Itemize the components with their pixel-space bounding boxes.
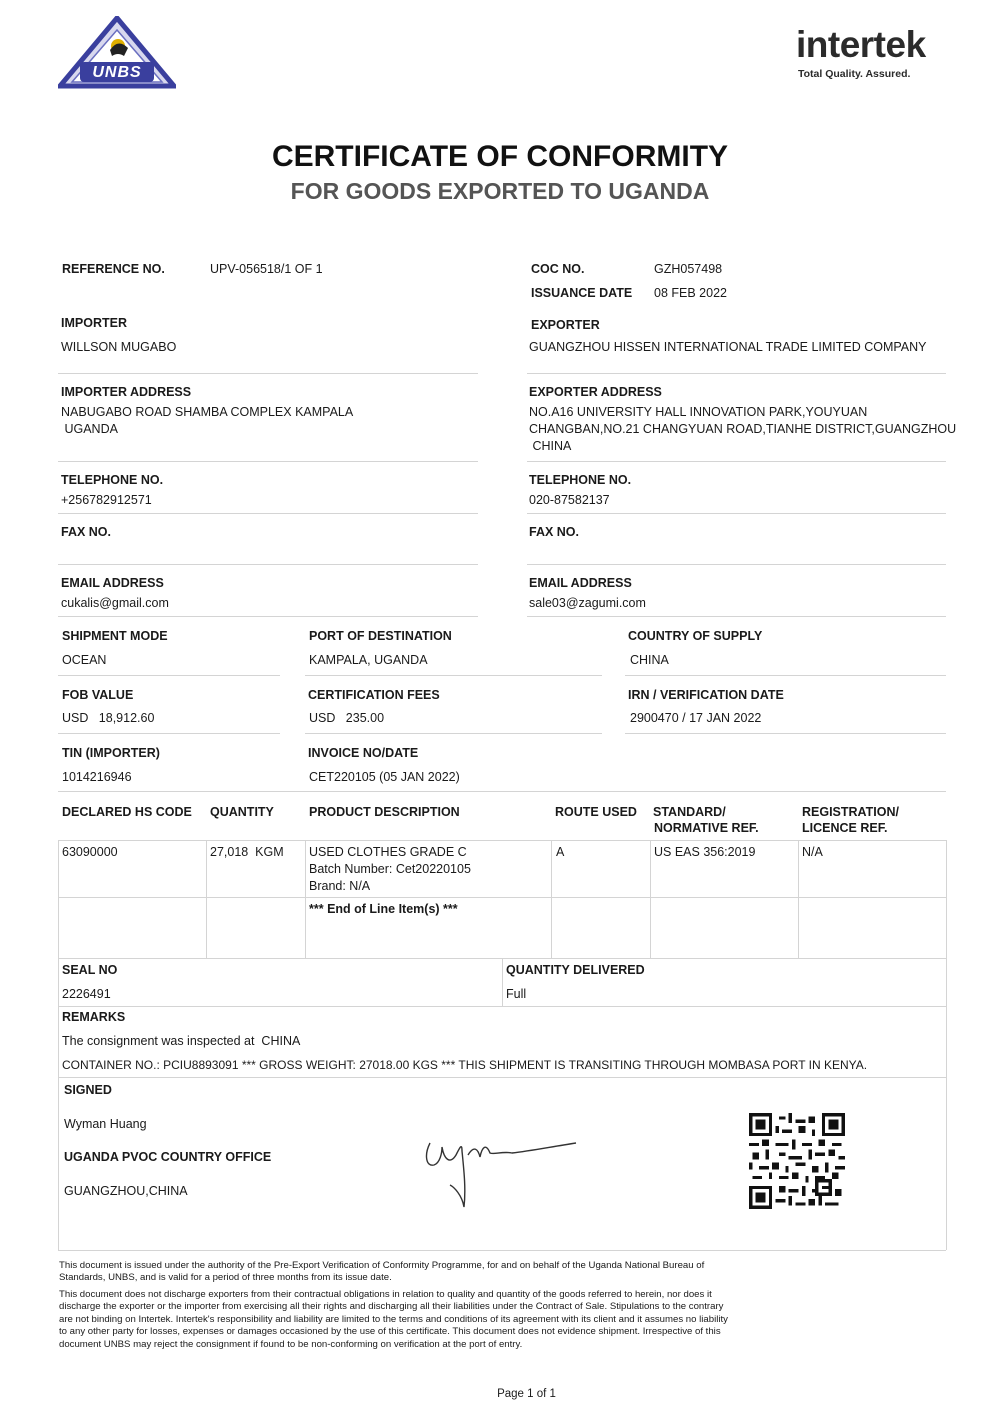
issuance-label: ISSUANCE DATE xyxy=(531,286,633,300)
description-line1: USED CLOTHES GRADE C xyxy=(309,845,467,859)
remarks-line2: CONTAINER NO.: PCIU8893091 *** GROSS WEIGHT: 27018.00 KGS *** THIS SHIPMENT IS TRANSITING THROUGH MOMBASA PORT IN KENYA. xyxy=(62,1058,868,1072)
exporter-address-line2: CHANGBAN,NO.21 CHANGYUAN ROAD,TIANHE DISTRICT,GUANGZHOU xyxy=(529,422,957,436)
country-label: COUNTRY OF SUPPLY xyxy=(628,629,763,643)
exporter-tel-value: 020-87582137 xyxy=(529,493,610,507)
importer-address-line1: NABUGABO ROAD SHAMBA COMPLEX KAMPALA xyxy=(61,405,354,419)
signatory-name: Wyman Huang xyxy=(64,1117,147,1131)
divider xyxy=(58,616,478,617)
seal-label: SEAL NO xyxy=(62,963,118,977)
importer-email-value: cukalis@gmail.com xyxy=(61,596,169,610)
legal-notice-2: This document does not discharge exporters from their contractual obligations in relation to quality and quantity of the goods referred to herein, nor does it discharge the exporter or the importer from exercising all their rights and discharging all their liabilities under the Contract of Sale. Stipulations to the contrary are not binding on Intertek. Intertek's responsibility and liability are limited to the terms and conditions of its agreement with its client and it assumes no liability to any other party for losses, expenses or damages occasioned by the use of this certificate. This document does not evidence shipment. Irrespective of this document UNBS may reject the consignment if found to be non-conforming on verification at the port of entry. xyxy=(59,1289,728,1350)
divider xyxy=(527,373,946,374)
invoice-value: CET220105 (05 JAN 2022) xyxy=(309,770,460,784)
importer-address-label: IMPORTER ADDRESS xyxy=(61,385,192,399)
col-header-description: PRODUCT DESCRIPTION xyxy=(309,805,460,819)
seal-value: 2226491 xyxy=(62,987,111,1001)
fees-label: CERTIFICATION FEES xyxy=(308,688,440,702)
exporter-email-label: EMAIL ADDRESS xyxy=(529,576,632,590)
description-line2: Batch Number: Cet20220105 xyxy=(309,862,471,876)
signed-label: SIGNED xyxy=(64,1083,112,1097)
registration-cell: N/A xyxy=(802,845,823,859)
reference-label: REFERENCE NO. xyxy=(62,262,165,276)
signature-image xyxy=(420,1125,580,1215)
page-title: CERTIFICATE OF CONFORMITY xyxy=(271,140,729,173)
unbs-logo xyxy=(58,16,176,90)
coc-label: COC NO. xyxy=(531,262,585,276)
country-value: CHINA xyxy=(630,653,669,667)
port-label: PORT OF DESTINATION xyxy=(309,629,452,643)
divider xyxy=(527,564,946,565)
quantity-cell: 27,018 KGM xyxy=(210,845,284,859)
remarks-line1: The consignment was inspected at CHINA xyxy=(62,1034,301,1048)
route-cell: A xyxy=(556,845,565,859)
delivered-value: Full xyxy=(506,987,527,1001)
divider xyxy=(58,1077,946,1078)
end-of-line-items: *** End of Line Item(s) *** xyxy=(309,902,458,916)
tin-label: TIN (IMPORTER) xyxy=(62,746,160,760)
divider xyxy=(527,461,946,462)
importer-value: WILLSON MUGABO xyxy=(61,340,177,354)
divider xyxy=(58,564,478,565)
country-office: UGANDA PVOC COUNTRY OFFICE xyxy=(64,1150,272,1164)
exporter-tel-label: TELEPHONE NO. xyxy=(529,473,632,487)
importer-fax-label: FAX NO. xyxy=(61,525,112,539)
divider xyxy=(305,733,602,734)
legal-notice-1: This document is issued under the authority of the Pre-Export Verification of Conformity Programme, for and on behalf of the Uganda National Bureau of Standards, UNBS, and is valid for a period of three months from its issue date. xyxy=(59,1260,705,1284)
office-city: GUANGZHOU,CHINA xyxy=(64,1184,188,1198)
invoice-label: INVOICE NO/DATE xyxy=(308,746,419,760)
col-header-standard: STANDARD/ xyxy=(653,805,726,819)
col-header-registration: REGISTRATION/ xyxy=(802,805,899,819)
importer-tel-label: TELEPHONE NO. xyxy=(61,473,164,487)
page-number: Page 1 of 1 xyxy=(497,1388,556,1400)
irn-label: IRN / VERIFICATION DATE xyxy=(628,688,784,702)
divider xyxy=(58,791,946,792)
exporter-address-label: EXPORTER ADDRESS xyxy=(529,385,662,399)
col-header-normative: NORMATIVE REF. xyxy=(654,821,759,835)
shipment-mode-label: SHIPMENT MODE xyxy=(62,629,168,643)
issuance-value: 08 FEB 2022 xyxy=(654,286,727,300)
exporter-label: EXPORTER xyxy=(531,318,600,332)
fob-label: FOB VALUE xyxy=(62,688,134,702)
divider xyxy=(527,513,946,514)
hs-code-cell: 63090000 xyxy=(62,845,118,859)
fees-value: USD 235.00 xyxy=(309,711,385,725)
coc-value: GZH057498 xyxy=(654,262,723,276)
divider xyxy=(625,675,946,676)
intertek-logo-text: intertek xyxy=(796,24,926,65)
divider xyxy=(625,733,946,734)
divider xyxy=(58,733,280,734)
col-header-hs-code: DECLARED HS CODE xyxy=(62,805,192,819)
shipment-mode-value: OCEAN xyxy=(62,653,107,667)
col-header-licence: LICENCE REF. xyxy=(802,821,888,835)
importer-address-line2: UGANDA xyxy=(61,422,118,436)
exporter-email-value: sale03@zagumi.com xyxy=(529,596,646,610)
description-line3: Brand: N/A xyxy=(309,879,371,893)
exporter-address-line3: CHINA xyxy=(529,439,572,453)
remarks-label: REMARKS xyxy=(62,1010,126,1024)
intertek-tagline: Total Quality. Assured. xyxy=(798,68,911,80)
divider xyxy=(58,513,478,514)
col-header-quantity: QUANTITY xyxy=(210,805,274,819)
divider xyxy=(58,675,280,676)
divider xyxy=(527,616,946,617)
divider xyxy=(58,461,478,462)
tin-value: 1014216946 xyxy=(62,770,132,784)
divider xyxy=(58,373,478,374)
irn-value: 2900470 / 17 JAN 2022 xyxy=(630,711,762,725)
qr-code-icon xyxy=(749,1113,845,1209)
standard-cell: US EAS 356:2019 xyxy=(654,845,756,859)
col-header-route: ROUTE USED xyxy=(555,805,637,819)
delivered-label: QUANTITY DELIVERED xyxy=(506,963,645,977)
importer-email-label: EMAIL ADDRESS xyxy=(61,576,164,590)
divider xyxy=(58,1250,946,1251)
intertek-logo xyxy=(790,24,950,84)
reference-value: UPV-056518/1 OF 1 xyxy=(210,262,323,276)
divider xyxy=(58,958,59,1250)
importer-tel-value: +256782912571 xyxy=(61,493,152,507)
unbs-logo-text: UNBS xyxy=(92,64,142,81)
fob-value: USD 18,912.60 xyxy=(62,711,155,725)
page-subtitle: FOR GOODS EXPORTED TO UGANDA xyxy=(290,178,710,204)
port-value: KAMPALA, UGANDA xyxy=(309,653,428,667)
exporter-address-line1: NO.A16 UNIVERSITY HALL INNOVATION PARK,YOUYUAN xyxy=(529,405,868,419)
divider xyxy=(502,958,503,1006)
importer-label: IMPORTER xyxy=(61,316,127,330)
exporter-value: GUANGZHOU HISSEN INTERNATIONAL TRADE LIMITED COMPANY xyxy=(529,340,927,354)
divider xyxy=(58,1006,946,1007)
exporter-fax-label: FAX NO. xyxy=(529,525,580,539)
divider xyxy=(305,675,602,676)
